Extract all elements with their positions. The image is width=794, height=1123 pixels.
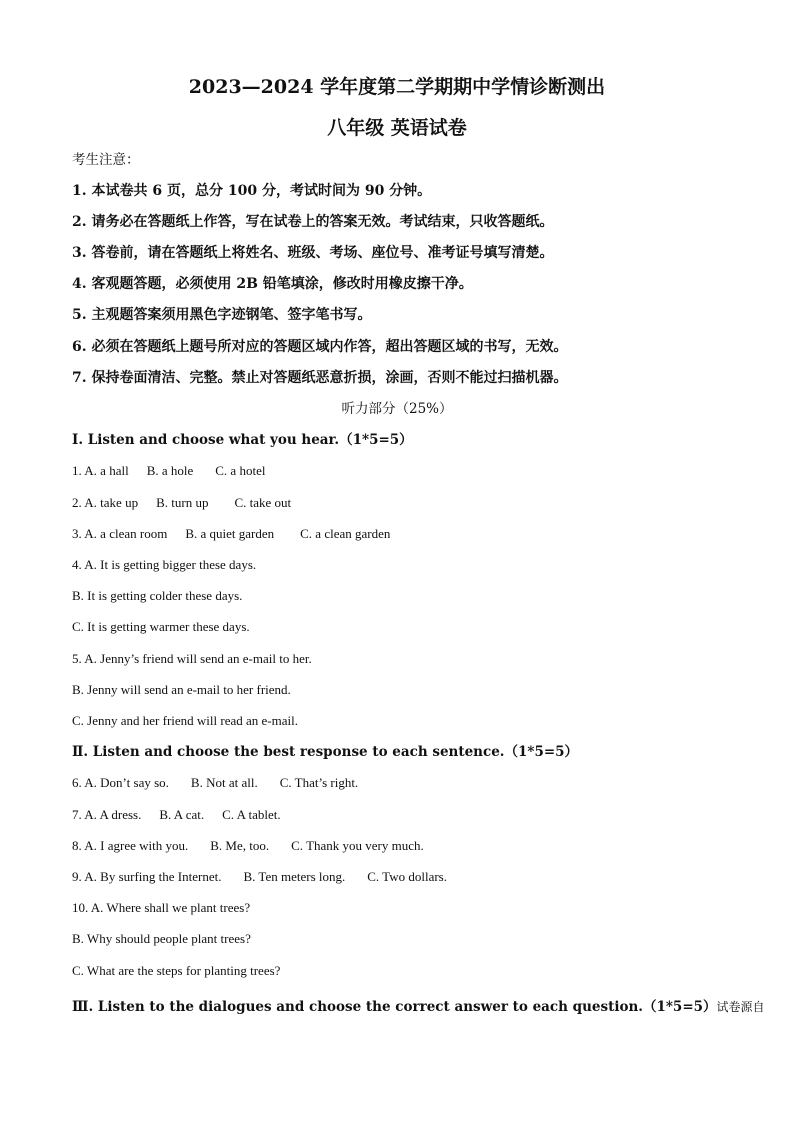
q4-option-a: 4. A. It is getting bigger these days. xyxy=(72,557,257,572)
section-3-tail-text: 试卷源自 xyxy=(716,1000,765,1014)
section-3-heading xyxy=(72,997,765,1017)
note-item-5: 5. 主观题答案须用黑色字迹钢笔、签字笔书写。 xyxy=(72,307,372,323)
note-item-6: 6. 必须在答题纸上题号所对应的答题区域内作答，超出答题区域的书写，无效。 xyxy=(72,339,568,355)
q6-option-c: C. That’s right. xyxy=(279,775,359,790)
question-3 xyxy=(72,524,390,544)
q1-option-b: B. a hole xyxy=(146,463,194,478)
notes-heading: 考生注意： xyxy=(72,152,140,168)
question-8 xyxy=(72,836,424,856)
q2-option-b: B. turn up xyxy=(156,495,209,510)
section-1-heading: Ⅰ. Listen and choose what you hear.（1*5=5） xyxy=(72,432,413,448)
q3-option-b: B. a quiet garden xyxy=(185,526,275,541)
section-3-heading-text: Ⅲ. Listen to the dialogues and choose the correct answer to each question.（1*5=5） xyxy=(72,999,717,1015)
question-7 xyxy=(72,805,281,825)
q9-option-c: C. Two dollars. xyxy=(367,869,447,884)
q3-option-c: C. a clean garden xyxy=(300,526,391,541)
q2-option-c: C. take out xyxy=(234,495,292,510)
note-item-2: 2. 请务必在答题纸上作答，写在试卷上的答案无效。考试结束，只收答题纸。 xyxy=(72,214,554,230)
q5-option-c: C. Jenny and her friend will read an e-mail. xyxy=(72,713,298,728)
q10-option-b: B. Why should people plant trees? xyxy=(72,931,251,946)
q8-option-a: 8. A. I agree with you. xyxy=(72,838,189,853)
q8-option-b: B. Me, too. xyxy=(210,838,270,853)
q9-option-a: 9. A. By surfing the Internet. xyxy=(72,869,222,884)
q4-option-c: C. It is getting warmer these days. xyxy=(72,619,250,634)
q10-option-c: C. What are the steps for planting trees? xyxy=(72,963,281,978)
note-item-1: 1. 本试卷共 6 页，总分 100 分，考试时间为 90 分钟。 xyxy=(72,183,432,199)
question-6 xyxy=(72,773,358,793)
exam-subtitle: 八年级 英语试卷 xyxy=(327,117,467,139)
q9-option-b: B. Ten meters long. xyxy=(243,869,346,884)
q7-option-a: 7. A. A dress. xyxy=(72,807,142,822)
section-2-heading: Ⅱ. Listen and choose the best response to each sentence.（1*5=5） xyxy=(72,744,579,760)
note-item-3: 3. 答卷前，请在答题纸上将姓名、班级、考场、座位号、准考证号填写清楚。 xyxy=(72,245,554,261)
q3-option-a: 3. A. a clean room xyxy=(72,526,168,541)
q6-option-a: 6. A. Don’t say so. xyxy=(72,775,169,790)
q7-option-c: C. A tablet. xyxy=(222,807,281,822)
q4-option-b: B. It is getting colder these days. xyxy=(72,588,243,603)
q1-option-a: 1. A. a hall xyxy=(72,463,129,478)
q7-option-b: B. A cat. xyxy=(159,807,205,822)
note-item-7: 7. 保持卷面清洁、完整。禁止对答题纸恶意折损，涂画，否则不能过扫描机器。 xyxy=(72,370,568,386)
question-9 xyxy=(72,867,447,887)
q1-option-c: C. a hotel xyxy=(215,463,266,478)
question-1 xyxy=(72,461,265,481)
exam-title: 2023—2024 学年度第二学期期中学情诊断测出 xyxy=(188,76,606,98)
question-2 xyxy=(72,493,291,513)
q5-option-a: 5. A. Jenny’s friend will send an e-mail to her. xyxy=(72,651,312,666)
note-item-4: 4. 客观题答题，必须使用 2B 铅笔填涂，修改时用橡皮擦干净。 xyxy=(72,276,473,292)
q6-option-b: B. Not at all. xyxy=(190,775,258,790)
q8-option-c: C. Thank you very much. xyxy=(291,838,424,853)
q2-option-a: 2. A. take up xyxy=(72,495,139,510)
listening-part-heading: 听力部分（25%） xyxy=(341,401,453,417)
q10-option-a: 10. A. Where shall we plant trees? xyxy=(72,900,251,915)
q5-option-b: B. Jenny will send an e-mail to her friend. xyxy=(72,682,291,697)
